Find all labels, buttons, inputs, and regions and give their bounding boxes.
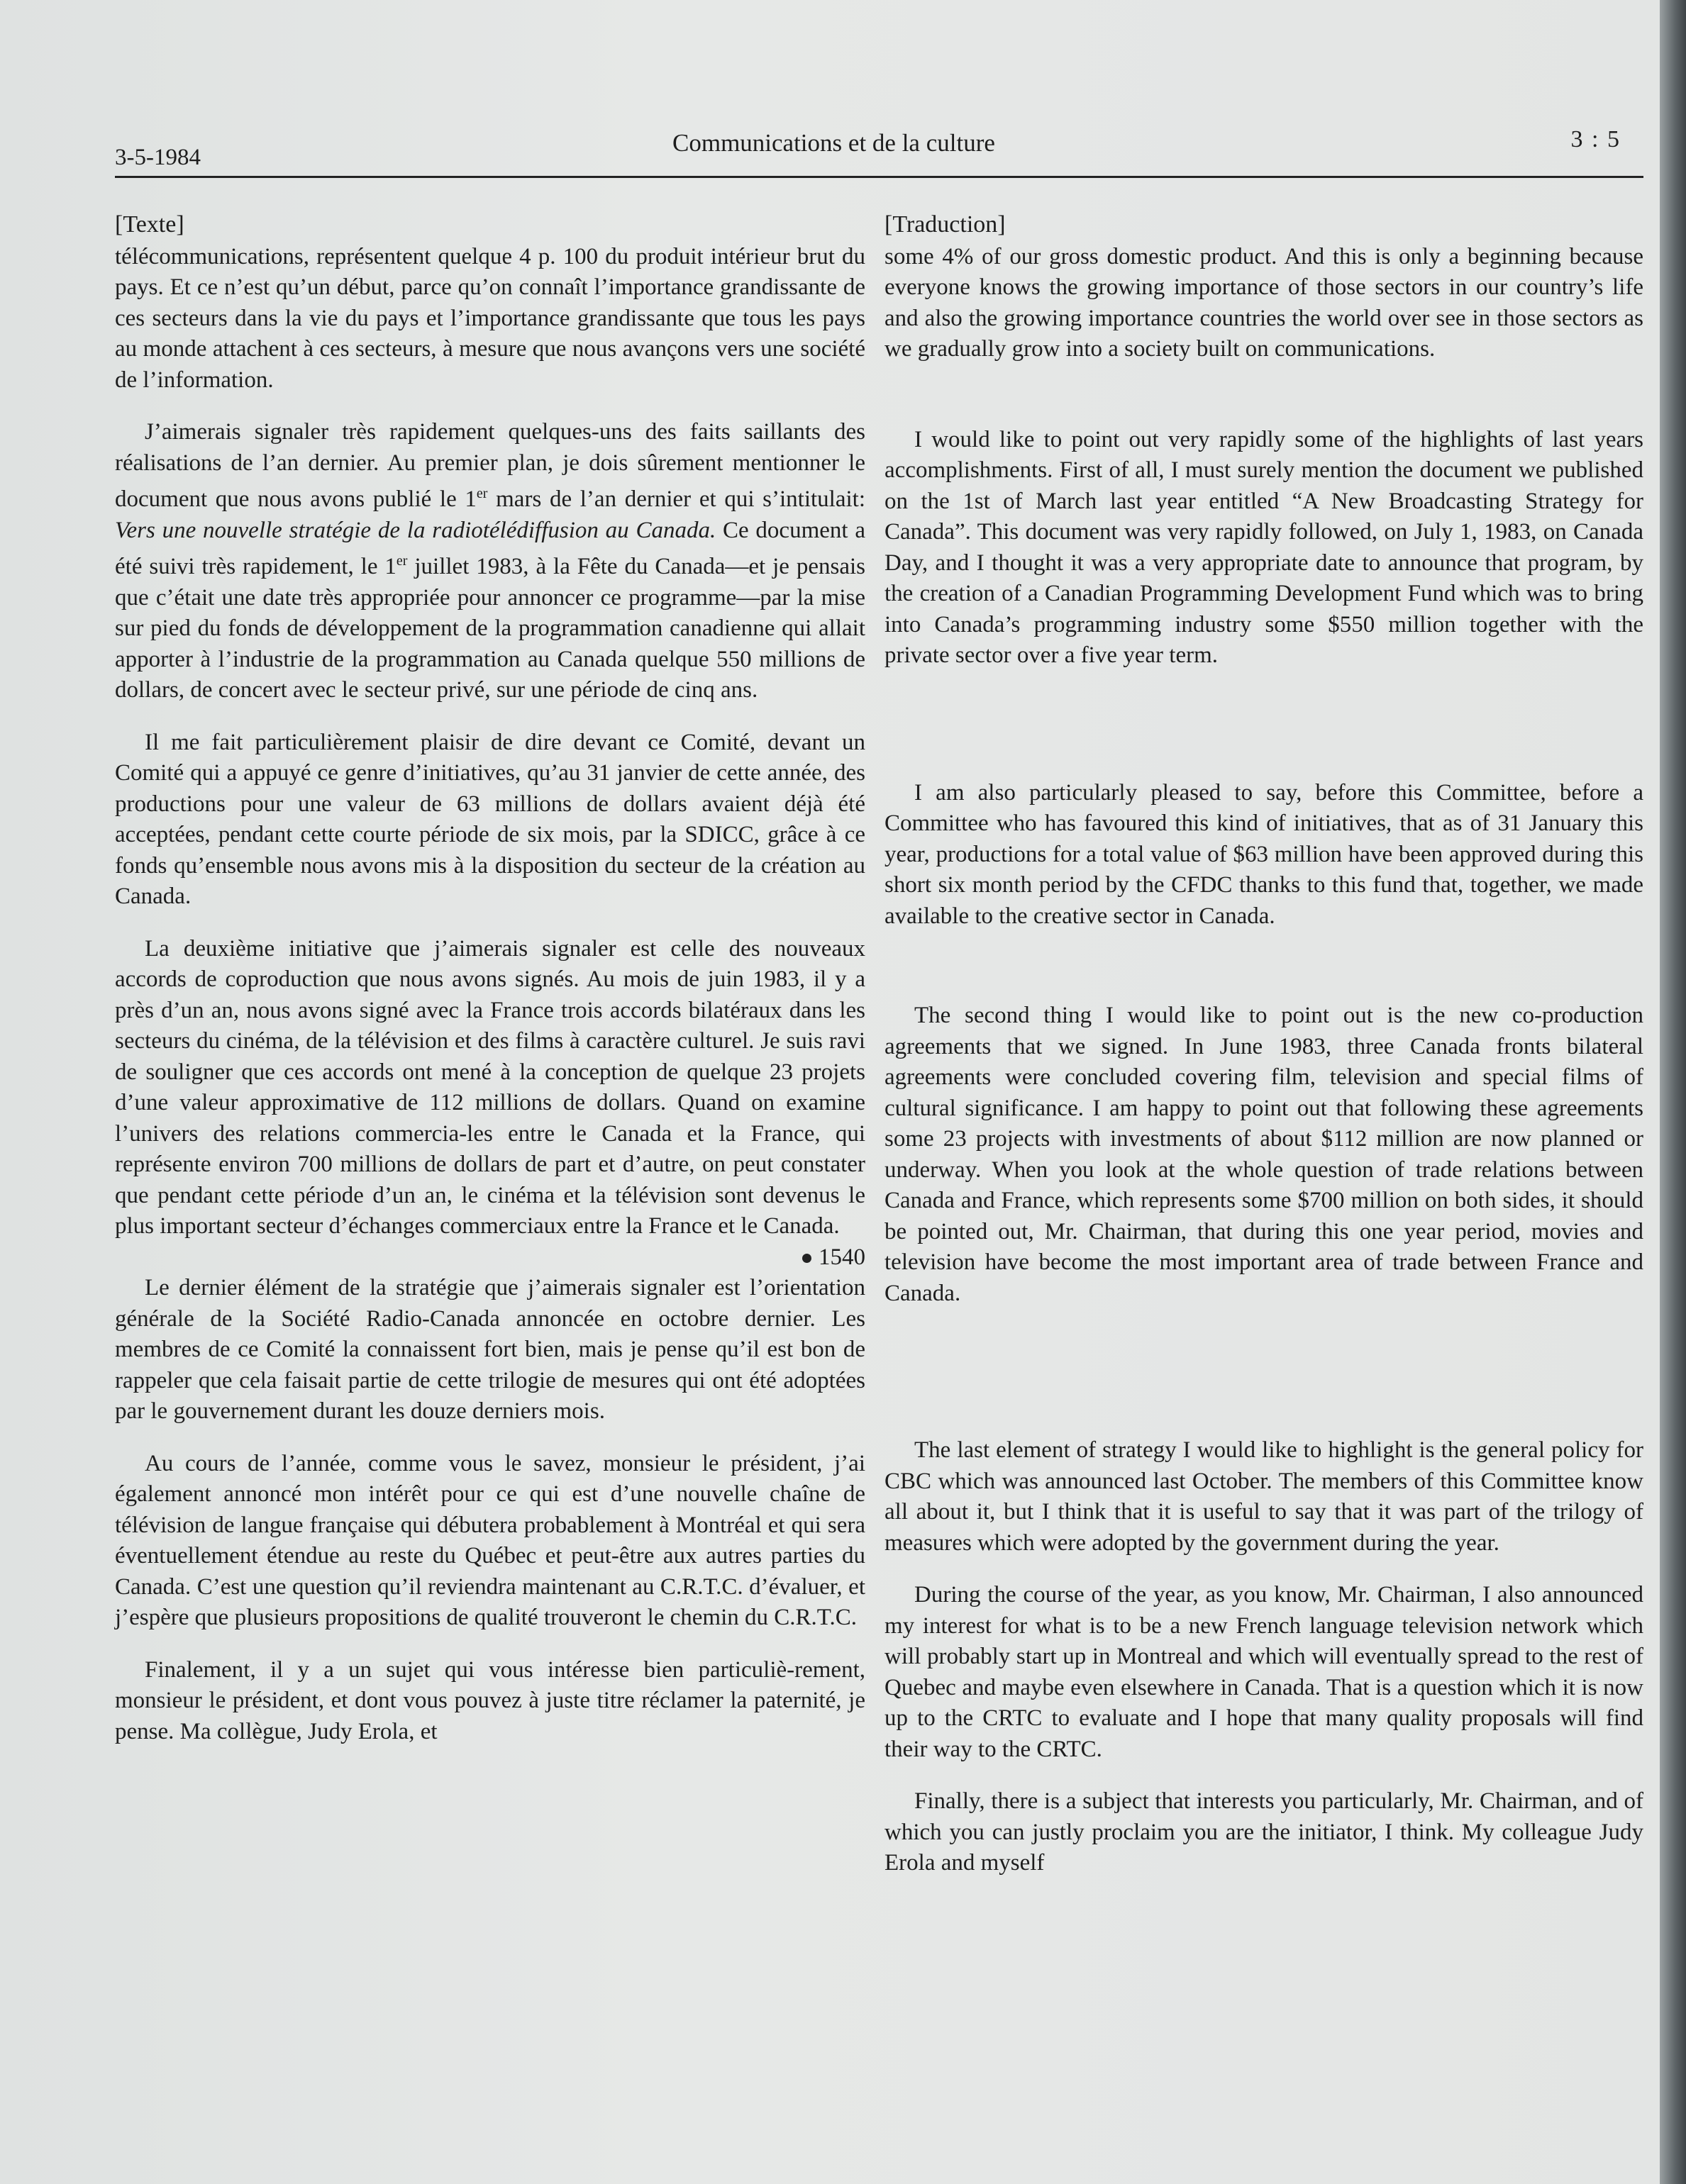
time-marker: 1540 (115, 1242, 865, 1274)
column-label-texte: [Texte] (115, 211, 184, 238)
paragraph: télécommunications, représentent quelque 4 p. 100 du produit intérieur brut du pays. Et ce n’est qu’un début, parce qu’on connaît l’importance grandissante de ces secteurs dans la vie du pays et l’importance grandissante que tous les pays au monde attachent à ces secteurs, à mesure que nous avançons vers une société de l’information. (115, 243, 865, 393)
paragraph: Finalement, il y a un sujet qui vous intéresse bien particuliè-rement, monsieur le président, et dont vous pouvez à juste titre réclamer la paternité, je pense. Ma collègue, Judy Erola, et (115, 1656, 865, 1744)
paragraph: Le dernier élément de la stratégie que j’aimerais signaler est l’orientation générale de la Société Radio-Canada annoncée en octobre dernier. Les membres de ce Comité la connaissent fort bien, mais je pense qu’il est bon de rappeler que cela faisait partie de cette trilogie de mesures qui ont été adoptées par le gouvernement durant les douze derniers mois. (115, 1275, 865, 1424)
paragraph: During the course of the year, as you know, Mr. Chairman, I also announced my interest for what is to be a new French language television network which will probably start up in Montreal and which will eventually spread to the rest of Quebec and maybe even elsewhere in Canada. That is a question which it is now up to the CRTC to evaluate and I hope that many quality proposals will find their way to the CRTC. (884, 1582, 1643, 1762)
paragraph: Finally, there is a subject that interests you particularly, Mr. Chairman, and of which you can justly proclaim you are the initiator, I think. My colleague Judy Erola and myself (884, 1788, 1643, 1876)
column-label-traduction: [Traduction] (884, 211, 1006, 238)
paragraph: J’aimerais signaler très rapidement quelques-uns des faits saillants des réalisations de l’an dernier. Au premier plan, je dois sûrement mentionner le document que nous avons publié le 1er mars de l’an dernier et qui s’intitulait: Vers une nouvelle stratégie de la radiotélédiffusion au Canada. Ce document a été suivi très rapidement, le 1er juillet 1983, à la Fête du Canada—et je pensais que c’était une date très appropriée pour annoncer ce programme—par la mise sur pied du fonds de développement de la programmation canadienne qui allait apporter à l’industrie de la programmation au Canada quelque 550 millions de dollars, de concert avec le secteur privé, sur une période de cinq ans. (115, 419, 865, 703)
paragraph: The second thing I would like to point out is the new co-production agreements that we signed. In June 1983, three Canada fronts bilateral agreements were concluded covering film, television and special films of cultural significance. I am happy to point out that following these agreements some 23 projects with investments of about $112 million are now planned or underway. When you look at the whole question of trade relations between Canada and France, which represents some $700 million on both sides, it should be pointed out, Mr. Chairman, that during this one year period, movies and television have become the most important area of trade between France and Canada. (884, 1003, 1643, 1306)
paragraph: The last element of strategy I would like to highlight is the general policy for CBC which was announced last October. The members of this Committee know all about it, but I think that it is useful to say that it was part of the trilogy of measures which were adopted by the government during the year. (884, 1437, 1643, 1556)
french-column (115, 209, 865, 1747)
paragraph: some 4% of our gross domestic product. And this is only a beginning because everyone knows the growing importance of those sectors in our country’s life and also the growing importance countries the world over see in those sectors as we gradually grow into a society built on communications. (884, 243, 1643, 362)
header-date: 3-5-1984 (115, 145, 201, 170)
paragraph: Il me fait particulièrement plaisir de dire devant ce Comité, devant un Comité qui a appuyé ce genre d’initiatives, qu’au 31 janvier de cette année, des productions pour une valeur de 63 millions de dollars avaient déjà été acceptées, pendant cette courte période de six mois, par la SDICC, grâce à ce fonds qu’ensemble nous avons mis à la disposition du secteur de la création au Canada. (115, 729, 865, 909)
paragraph: I would like to point out very rapidly some of the highlights of last years accomplishments. First of all, I must surely mention the document we published on the 1st of March last year entitled “A New Broadcasting Strategy for Canada”. This document was very rapidly followed, on July 1, 1983, on Canada Day, and I thought it was a very appropriate date to announce that program, by the creation of a Canadian Programming Development Fund which was to bring into Canada’s programming industry some $550 million together with the private sector over a five year term. (884, 426, 1643, 668)
page-edge (1660, 0, 1686, 2184)
document-title: Vers une nouvelle stratégie de la radiotélédiffusion au Canada. (115, 517, 716, 543)
bullet-icon (802, 1254, 811, 1263)
running-header (115, 126, 1643, 178)
english-column (884, 209, 1643, 1879)
header-title: Communications et de la culture (672, 129, 995, 157)
paragraph: I am also particularly pleased to say, before this Committee, before a Committee who has favoured this kind of initiatives, that as of 31 January this year, productions for a total value of $63 million have been approved during this short six month period by the CFDC thanks to this fund that, together, we made available to the creative sector in Canada. (884, 779, 1643, 929)
header-page-number: 3 : 5 (1570, 126, 1621, 152)
paragraph: Au cours de l’année, comme vous le savez, monsieur le président, j’ai également annoncé mon intérêt pour ce qui est d’une nouvelle chaîne de télévision de langue française qui débutera probablement à Montréal et qui sera éventuellement étendue au reste du Québec et peut-être aux autres parties du Canada. C’est une question qu’il reviendra maintenant au C.R.T.C. d’évaluer, et j’espère que plusieurs propositions de qualité trouveront le chemin du C.R.T.C. (115, 1450, 865, 1630)
paragraph: La deuxième initiative que j’aimerais signaler est celle des nouveaux accords de coproduction que nous avons signés. Au mois de juin 1983, il y a près d’un an, nous avons signé avec la France trois accords bilatéraux dans les secteurs du cinéma, de la télévision et des films à caractère culturel. Je suis ravi de souligner que ces accords ont mené à la conception de quelque 23 projets d’une valeur approximative de 112 millions de dollars. Quand on examine l’univers des relations commercia-les entre le Canada et la France, qui représente environ 700 millions de dollars de part et d’autre, on peut constater que pendant cette période d’un an, le cinéma et la télévision sont devenus le plus important secteur d’échanges commerciaux entre la France et le Canada. (115, 935, 865, 1239)
